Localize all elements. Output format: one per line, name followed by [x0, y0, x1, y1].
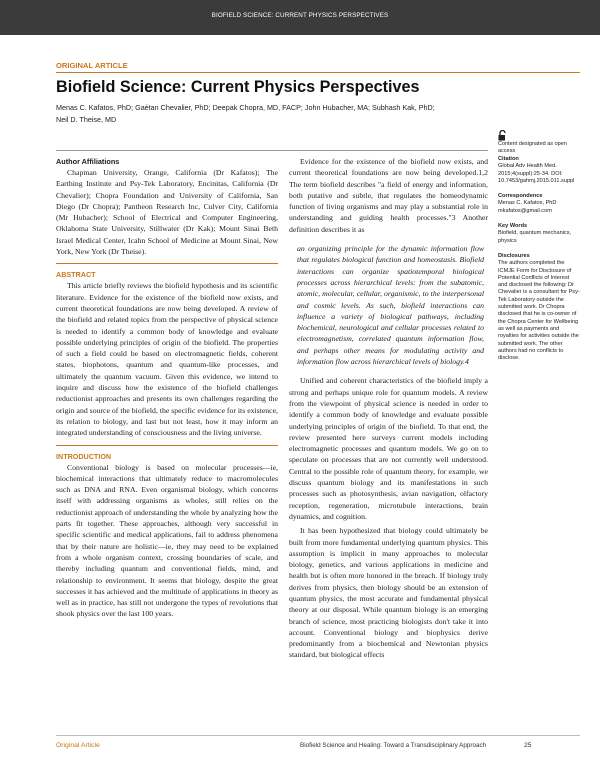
open-access-note: Content designated as open access	[498, 141, 567, 155]
correspondence-heading: Correspondence	[498, 193, 543, 200]
body-paragraph-1: Evidence for the existence of the biofield now exists, and current theoretical foundations are now being developed.1,2 The term biofield describes "a field of energy and information, both putative and subtle, that regulates the homeodynamic function of living organisms and may play a substantial role in understanding and guiding health processes."3 Another definition describes it as	[289, 157, 488, 234]
affiliations-heading: Author Affiliations	[56, 157, 120, 166]
abstract-heading: ABSTRACT	[56, 270, 96, 280]
introduction-heading: INTRODUCTION	[56, 451, 112, 461]
authors-line-1: Menas C. Kafatos, PhD; Gaétan Chevalier, PhD; Deepak Chopra, MD, FACP; John Hubacher, MA; Subhash Kak, PhD;	[56, 103, 435, 112]
abstract-rule	[56, 263, 278, 264]
correspondence-text: Menas C. Kafatos, PhD mkafatos@gmail.com	[498, 200, 557, 214]
keywords-heading: Key Words	[498, 223, 528, 230]
section-label: ORIGINAL ARTICLE	[56, 61, 128, 70]
body-paragraph-3: It has been hypothesized that biology could ultimately be built from more fundamental underlying quantum physics. This assumption is implicit in many approaches to molecular biology, genetics, and various applications in medicine and health but is often more honored in the breach. If biology truly derives from physics, then biology should be an extension of quantum physics, the most accurate and fundamental physical theory at our disposal. While quantum biology is an emerging branch of science, most practicing biologists don't take it into account. Conventional biology and biophysics derive predominantly from a biochemical and Newtonian physics standard, but biological effects	[289, 526, 488, 660]
citation-heading: Citation	[498, 156, 519, 162]
footer-journal-title: Biofield Science and Healing: Toward a Transdisciplinary Approach	[300, 742, 487, 749]
citation-text: Global Adv Health Med. 2015;4(suppl):25-34. DOI: 10.7453/gahmj.2015.011.suppl	[498, 163, 575, 184]
keywords-text: Biofield, quantum mechanics, physics	[498, 230, 572, 244]
disclosures-text: The authors completed the ICMJE Form for Disclosure of Potential Conflicts of Interest and disclosed the following: Dr Chevalier is a consultant for Psy-Tek Laboratory outside the submitted work. Dr Chopra disclosed that he is co-owner of the Chopra Center for Wellbeing as well as payments and royalties for activities outside the submitted work. The other authors had no conflicts to disclose.	[498, 260, 580, 362]
running-head: BIOFIELD SCIENCE: CURRENT PHYSICS PERSPECTIVES	[211, 12, 389, 19]
authors-line-2: Neil D. Theise, MD	[56, 114, 117, 124]
article-title: Biofield Science: Current Physics Perspectives	[56, 78, 420, 96]
abstract-text: This article briefly reviews the biofield hypothesis and its scientific literature. Evidence for the existence of the biofield now exists, and current theoretical foundations are now being developed. A review of the biofield and related topics from the perspective of physical science is needed to identify a common body of knowledge and evaluate possible underlying principles of origin of the biofield. The properties of such a field could be based on electromagnetic fields, coherent states, biophotons, quantum and quantum-like processes, and ultimately the quantum vacuum. Given this evidence, we intend to inquire and discuss how the existence of the biofield challenges reductionist approaches and presents its own challenges regarding the origin and source of the biofield, the specific evidence for its existence, its relation to biology, and last but not least, how it may inform an integrated understanding of consciousness and the living universe.	[56, 281, 278, 438]
author-list	[56, 102, 496, 125]
introduction-rule	[56, 445, 278, 446]
affiliations-text: Chapman University, Orange, California (Dr Kafatos); The Earthing Institute and Psy-Tek Laboratory, Encinitas, California (Dr Chevalier); Chopra Foundation and University of California, San Diego (Dr Chopra); Pantheon Research Inc, Culver City, California (Mr Hubacher); School of Electrical and Computer Engineering, Oklahoma State University, Stillwater (Dr Kak); Mount Sinai Beth Israel Medical Center, Icahn School of Medicine at Mount Sinai, New York, New York (Dr Theise).	[56, 168, 278, 257]
header-bar	[0, 0, 600, 35]
biofield-definition-quote: an organizing principle for the dynamic information flow that regulates biological function and homeostasis. Biofield interactions can organize spatiotemporal biological processes across hierarchical levels: from the subatomic, atomic, molecular, cellular, organismic, to the interpersonal and cosmic levels. As such, biofield interactions can influence a variety of biological pathways, including biochemical, neurological and cellular processes related to electromagnetism, correlated quantum information flow, and perhaps other means for modulating activity and information flow across hierarchical levels of biology.4	[297, 244, 484, 367]
footer-rule	[56, 735, 580, 736]
left-column	[56, 156, 278, 620]
right-column	[289, 156, 488, 661]
body-paragraph-2: Unified and coherent characteristics of the biofield imply a strong and perhaps unique role for quantum models. A review from the viewpoint of physical science is needed in order to identify a common body of knowledge and evaluate possible underlying principles of origin of the biofield. To that end, the review presented here surveys current models including electromagnetic processes and quantum models. We go on to speculate on processes that are not currently well understood. Central to the possible role of quantum theory, for example, we discuss quantum biology and its manifestations in such processes such as photosynthesis, avian navigation, olfactory reception, regeneration, microtubule interactions, brain dynamics, and cognition.	[289, 376, 488, 521]
section-rule	[56, 72, 580, 73]
footer-section-label: Original Article	[56, 742, 100, 749]
header-divider	[56, 150, 488, 151]
page-number: 25	[524, 742, 532, 749]
article-sidebar	[498, 156, 580, 370]
introduction-text: Conventional biology is based on molecular processes—ie, biochemical interactions that ultimately reduce to macromolecules such as DNA and RNA. Even organismal biology, which concerns itself with addressing organisms as wholes, still relies on the reductionist approach of understanding the whole by analyzing how the parts fit together. These approaches, although very successful in specific scientific and medical applications, fail to address phenomena that by their nature are holistic—ie, they may need to be explained from a whole organism context, crossing boundaries of scale, and thereby including quantum and conventional fields, mind, and relationship to environment. It seems that biology, despite the great successes it has achieved and the multitude of applications in theory as well as in practice, has still not undergone the types of revolutions that shook physics over the last 100 years.	[56, 462, 278, 619]
disclosures-heading: Disclosures	[498, 252, 530, 259]
